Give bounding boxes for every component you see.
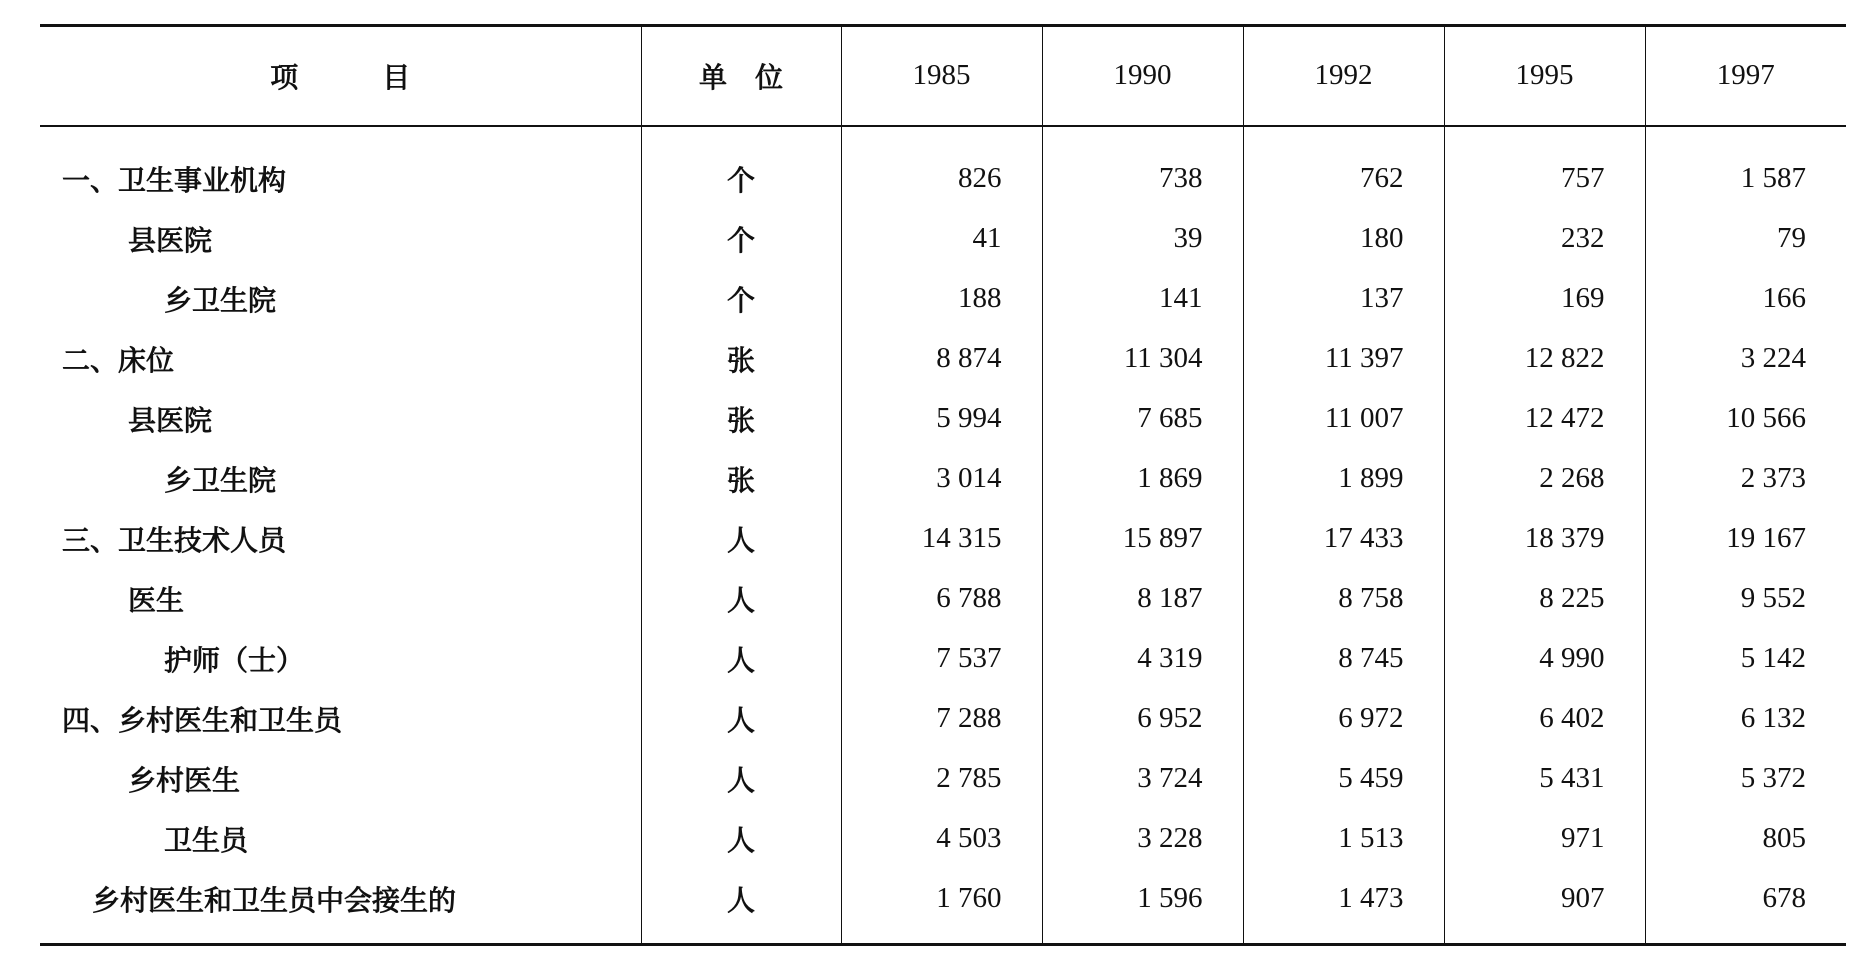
row-value-1992: 137 [1243, 269, 1444, 329]
row-value-1995: 4 990 [1444, 629, 1645, 689]
row-item-label: 护师（士） [164, 643, 305, 677]
table-row [40, 629, 1846, 689]
row-unit: 人 [641, 749, 841, 809]
row-value-1990: 3 724 [1042, 749, 1243, 809]
table-row [40, 809, 1846, 869]
header-year-1995: 1995 [1444, 26, 1645, 126]
row-value-1992: 8 745 [1243, 629, 1444, 689]
row-value-1985: 2 785 [841, 749, 1042, 809]
row-value-1997: 166 [1645, 269, 1846, 329]
row-value-1990: 1 869 [1042, 449, 1243, 509]
table-row [40, 329, 1846, 389]
row-unit: 张 [641, 329, 841, 389]
row-value-1995: 169 [1444, 269, 1645, 329]
row-value-1997: 9 552 [1645, 569, 1846, 629]
row-unit: 张 [641, 449, 841, 509]
row-value-1985: 7 537 [841, 629, 1042, 689]
row-unit: 人 [641, 809, 841, 869]
row-unit: 张 [641, 389, 841, 449]
row-value-1997: 805 [1645, 809, 1846, 869]
row-value-1995: 757 [1444, 126, 1645, 209]
row-item-label: 二、床位 [62, 343, 175, 377]
row-value-1995: 232 [1444, 209, 1645, 269]
header-item: 项 目 [40, 26, 641, 126]
table-header-row [40, 26, 1846, 126]
header-year-1992: 1992 [1243, 26, 1444, 126]
row-value-1985: 826 [841, 126, 1042, 209]
row-value-1995: 12 822 [1444, 329, 1645, 389]
row-value-1990: 6 952 [1042, 689, 1243, 749]
row-value-1985: 4 503 [841, 809, 1042, 869]
header-year-1985: 1985 [841, 26, 1042, 126]
row-value-1990: 8 187 [1042, 569, 1243, 629]
row-item-label: 乡卫生院 [164, 463, 277, 497]
row-value-1992: 1 473 [1243, 869, 1444, 945]
row-value-1997: 5 142 [1645, 629, 1846, 689]
row-value-1985: 8 874 [841, 329, 1042, 389]
row-value-1992: 1 899 [1243, 449, 1444, 509]
row-value-1990: 1 596 [1042, 869, 1243, 945]
row-value-1990: 3 228 [1042, 809, 1243, 869]
header-unit: 单 位 [641, 26, 841, 126]
row-item-label: 乡卫生院 [164, 283, 277, 317]
row-unit: 人 [641, 509, 841, 569]
row-item-label: 乡村医生 [128, 763, 241, 797]
row-value-1992: 11 007 [1243, 389, 1444, 449]
header-year-1990: 1990 [1042, 26, 1243, 126]
row-value-1992: 11 397 [1243, 329, 1444, 389]
row-unit: 人 [641, 869, 841, 945]
row-value-1997: 2 373 [1645, 449, 1846, 509]
row-value-1992: 6 972 [1243, 689, 1444, 749]
row-value-1990: 4 319 [1042, 629, 1243, 689]
table-body [40, 126, 1846, 945]
health-statistics-table-container [40, 24, 1846, 946]
row-item-label: 四、乡村医生和卫生员 [62, 703, 343, 737]
row-value-1997: 5 372 [1645, 749, 1846, 809]
row-value-1990: 15 897 [1042, 509, 1243, 569]
row-value-1997: 10 566 [1645, 389, 1846, 449]
health-statistics-table [40, 24, 1846, 946]
row-value-1985: 41 [841, 209, 1042, 269]
table-row [40, 209, 1846, 269]
row-item-label: 一、卫生事业机构 [62, 163, 287, 197]
row-value-1995: 971 [1444, 809, 1645, 869]
row-value-1995: 6 402 [1444, 689, 1645, 749]
row-value-1995: 12 472 [1444, 389, 1645, 449]
table-row [40, 569, 1846, 629]
row-value-1997: 1 587 [1645, 126, 1846, 209]
table-row [40, 389, 1846, 449]
row-unit: 人 [641, 629, 841, 689]
row-value-1985: 3 014 [841, 449, 1042, 509]
row-value-1992: 17 433 [1243, 509, 1444, 569]
row-item-label: 县医院 [128, 223, 213, 257]
row-value-1995: 8 225 [1444, 569, 1645, 629]
table-row [40, 749, 1846, 809]
row-value-1992: 762 [1243, 126, 1444, 209]
table-row [40, 126, 1846, 209]
row-value-1992: 1 513 [1243, 809, 1444, 869]
row-value-1985: 188 [841, 269, 1042, 329]
row-unit: 个 [641, 126, 841, 209]
row-value-1997: 19 167 [1645, 509, 1846, 569]
row-value-1985: 1 760 [841, 869, 1042, 945]
table-row [40, 449, 1846, 509]
table-row [40, 269, 1846, 329]
header-year-1997: 1997 [1645, 26, 1846, 126]
row-value-1997: 3 224 [1645, 329, 1846, 389]
table-row [40, 509, 1846, 569]
row-unit: 人 [641, 569, 841, 629]
row-value-1990: 141 [1042, 269, 1243, 329]
row-value-1985: 14 315 [841, 509, 1042, 569]
row-unit: 个 [641, 209, 841, 269]
row-value-1995: 18 379 [1444, 509, 1645, 569]
row-value-1995: 5 431 [1444, 749, 1645, 809]
row-value-1995: 2 268 [1444, 449, 1645, 509]
row-value-1985: 6 788 [841, 569, 1042, 629]
row-value-1992: 180 [1243, 209, 1444, 269]
row-unit: 个 [641, 269, 841, 329]
table-row [40, 689, 1846, 749]
row-item-label: 乡村医生和卫生员中会接生的 [40, 869, 641, 945]
row-item-label: 医生 [128, 583, 185, 617]
row-value-1990: 11 304 [1042, 329, 1243, 389]
row-value-1997: 79 [1645, 209, 1846, 269]
row-value-1992: 8 758 [1243, 569, 1444, 629]
row-value-1985: 7 288 [841, 689, 1042, 749]
row-item-label: 县医院 [128, 403, 213, 437]
row-item-label: 卫生员 [164, 823, 249, 857]
row-value-1997: 678 [1645, 869, 1846, 945]
row-value-1992: 5 459 [1243, 749, 1444, 809]
row-value-1985: 5 994 [841, 389, 1042, 449]
row-value-1995: 907 [1444, 869, 1645, 945]
row-value-1990: 39 [1042, 209, 1243, 269]
table-row [40, 869, 1846, 945]
row-item-label: 三、卫生技术人员 [62, 523, 287, 557]
row-value-1990: 738 [1042, 126, 1243, 209]
row-unit: 人 [641, 689, 841, 749]
row-value-1997: 6 132 [1645, 689, 1846, 749]
row-value-1990: 7 685 [1042, 389, 1243, 449]
